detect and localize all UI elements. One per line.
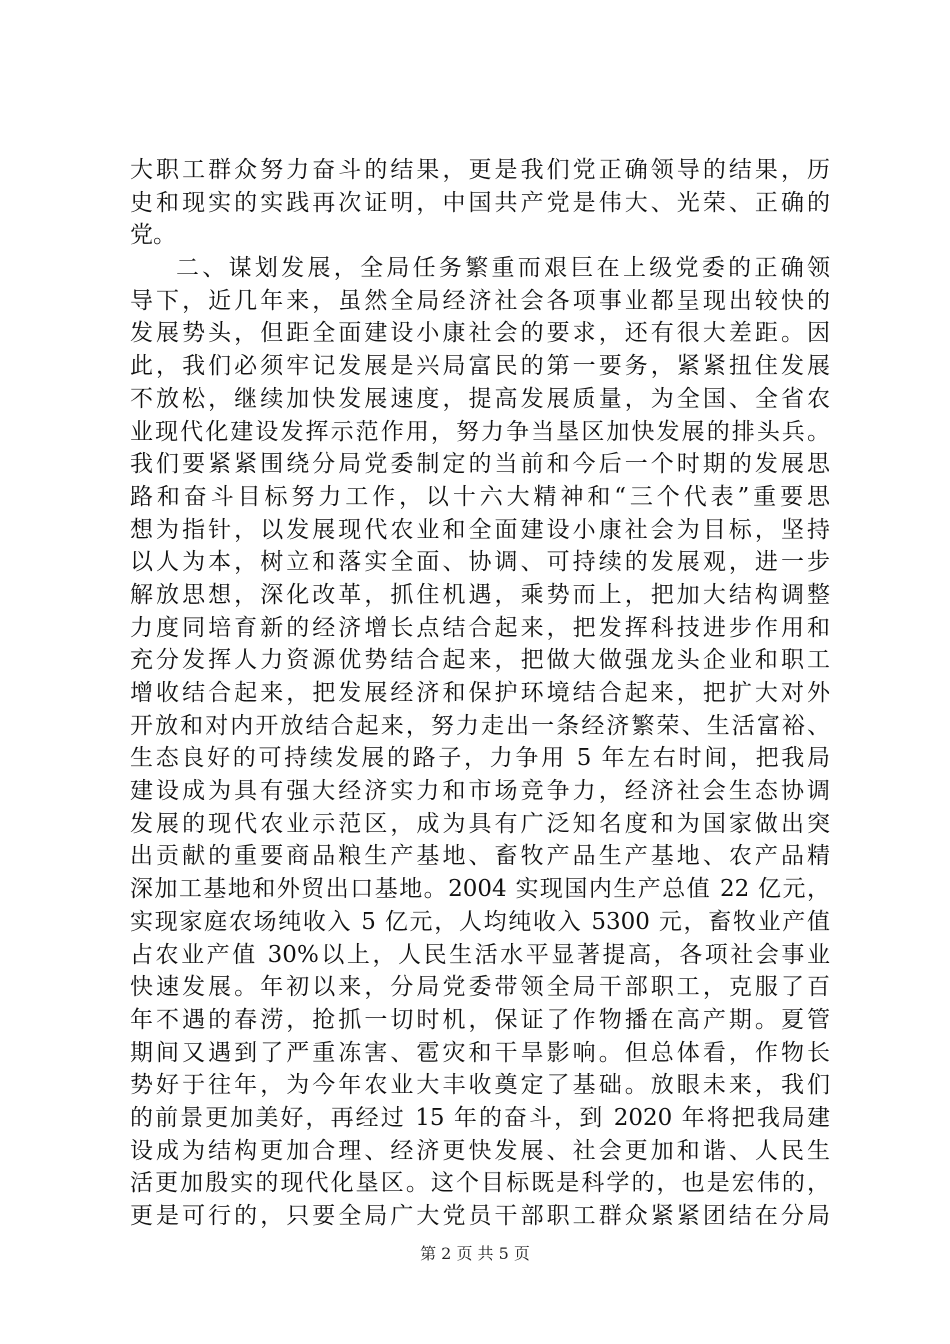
text-line: 活更加殷实的现代化垦区。这个目标既是科学的，也是宏伟的， (130, 1170, 830, 1197)
text-line: 深加工基地和外贸出口基地。2004 实现国内生产总值 22 亿元， (130, 876, 830, 903)
body-text (130, 154, 830, 1233)
text-line: 更是可行的，只要全局广大党员干部职工群众紧紧团结在分局 (130, 1203, 830, 1229)
text-line: 大职工群众努力奋斗的结果，更是我们党正确领导的结果，历 (130, 157, 830, 183)
paragraph-first-line: 二、谋划发展，全局任务繁重而艰巨在上级党委的正确领 (176, 255, 830, 282)
text-line: 路和奋斗目标努力工作，以十六大精神和“三个代表”重要思 (130, 483, 830, 510)
text-line: 想为指针，以发展现代农业和全面建设小康社会为目标，坚持 (130, 516, 830, 543)
text-line: 建设成为具有强大经济实力和市场竞争力，经济社会生态协调 (130, 778, 830, 805)
text-line: 不放松，继续加快发展速度，提高发展质量，为全国、全省农 (130, 385, 830, 412)
text-line: 业现代化建设发挥示范作用，努力争当垦区加快发展的排头兵。 (130, 418, 830, 445)
text-line: 生态良好的可持续发展的路子，力争用 5 年左右时间，把我局 (130, 745, 830, 772)
text-line: 开放和对内开放结合起来，努力走出一条经济繁荣、生活富裕、 (130, 712, 830, 739)
text-line: 以人为本，树立和落实全面、协调、可持续的发展观，进一步 (130, 549, 830, 576)
text-line: 势好于往年，为今年农业大丰收奠定了基础。放眼未来，我们 (130, 1072, 830, 1099)
text-line: 出贡献的重要商品粮生产基地、畜牧产品生产基地、农产品精 (130, 843, 830, 870)
text-line: 快速发展。年初以来，分局党委带领全局干部职工，克服了百 (130, 974, 830, 1001)
text-line: 发展的现代农业示范区，成为具有广泛知名度和为国家做出突 (130, 810, 830, 837)
text-line: 导下，近几年来，虽然全局经济社会各项事业都呈现出较快的 (130, 287, 830, 314)
text-line: 年不遇的春涝，抢抓一切时机，保证了作物播在高产期。夏管 (130, 1006, 830, 1033)
text-line: 设成为结构更加合理、经济更快发展、社会更加和谐、人民生 (130, 1137, 830, 1164)
text-line: 的前景更加美好，再经过 15 年的奋斗，到 2020 年将把我局建 (130, 1104, 830, 1131)
page-number-footer: 第 2 页 共 5 页 (420, 1244, 530, 1263)
text-line: 力度同培育新的经济增长点结合起来，把发挥科技进步作用和 (130, 614, 830, 641)
text-line: 充分发挥人力资源优势结合起来，把做大做强龙头企业和职工 (130, 647, 830, 674)
text-line: 党。 (130, 222, 176, 249)
text-line: 期间又遇到了严重冻害、雹灾和干旱影响。但总体看，作物长 (130, 1039, 830, 1066)
text-line: 占农业产值 30%以上，人民生活水平显著提高，各项社会事业 (130, 941, 830, 968)
text-line: 发展势头，但距全面建设小康社会的要求，还有很大差距。因 (130, 320, 830, 347)
text-line: 实现家庭农场纯收入 5 亿元，人均纯收入 5300 元，畜牧业产值 (130, 908, 830, 935)
text-line: 此，我们必须牢记发展是兴局富民的第一要务，紧紧扭住发展 (130, 353, 830, 380)
text-line: 我们要紧紧围绕分局党委制定的当前和今后一个时期的发展思 (130, 451, 830, 478)
text-line: 解放思想，深化改革，抓住机遇，乘势而上，把加大结构调整 (130, 581, 830, 608)
text-line: 史和现实的实践再次证明，中国共产党是伟大、光荣、正确的 (130, 189, 830, 216)
text-line: 增收结合起来，把发展经济和保护环境结合起来，把扩大对外 (130, 680, 830, 706)
